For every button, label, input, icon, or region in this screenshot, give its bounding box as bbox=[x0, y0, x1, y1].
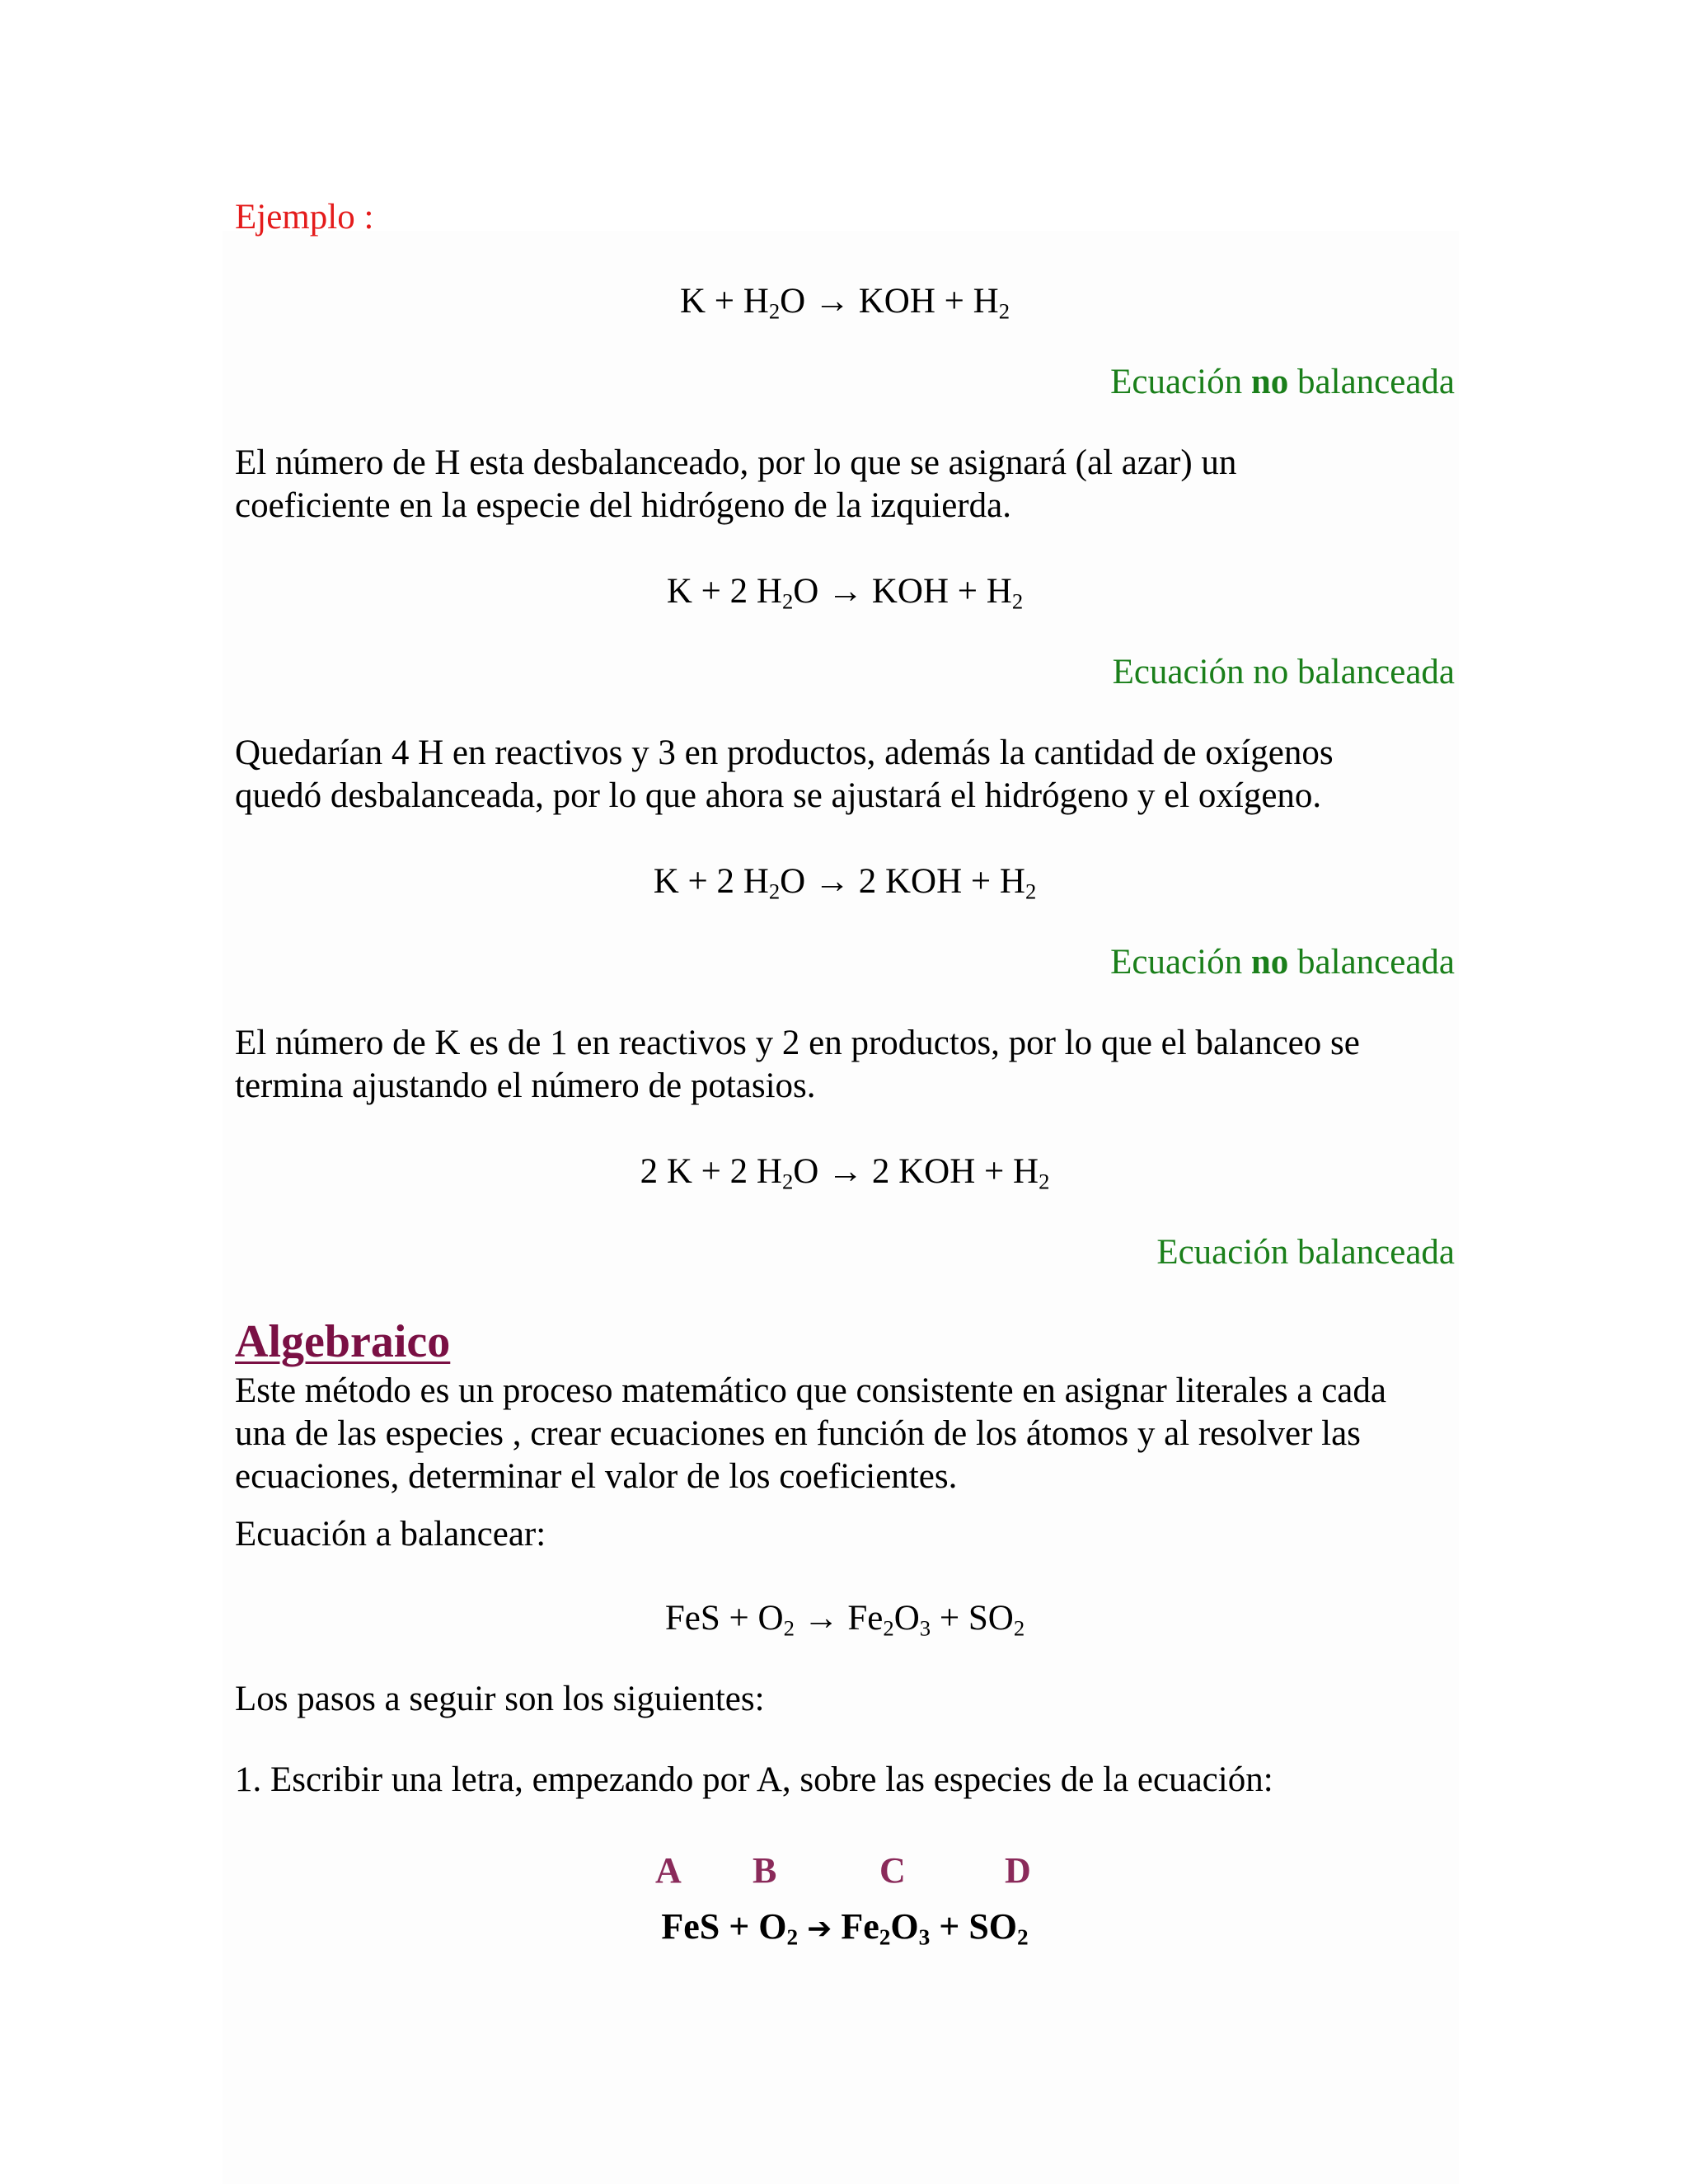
paragraph-4-line-3: ecuaciones, determinar el valor de los coeficientes. bbox=[235, 1457, 958, 1496]
paragraph-3-line-1: El número de K es de 1 en reactivos y 2 en productos, por lo que el balanceo se bbox=[235, 1024, 1360, 1062]
paragraph-2 bbox=[235, 732, 1455, 818]
paragraph-3 bbox=[235, 1022, 1455, 1108]
equation-6-bold: FeS + $O_2$ ➔ $Fe_2O_3 + SO_2$ bbox=[661, 1906, 1029, 1950]
letter-d: D bbox=[1005, 1850, 1031, 1891]
paragraph-3-line-2: termina ajustando el número de potasios. bbox=[235, 1066, 816, 1105]
arrow-icon: ➔ bbox=[807, 1912, 832, 1946]
status-balanced: Ecuación balanceada bbox=[1156, 1233, 1455, 1272]
paragraph-1-line-2: coeficiente en la especie del hidrógeno de la izquierda. bbox=[235, 486, 1011, 525]
paragraph-1 bbox=[235, 442, 1455, 527]
equation-3: K + 2 $H_2O \to 2$ KOH + $H_2$ bbox=[653, 862, 1037, 904]
equation-1: $K + H_2O$ → KOH + $H_2$ bbox=[679, 282, 1010, 324]
example-label: Ejemplo : bbox=[235, 198, 374, 237]
paragraph-4 bbox=[235, 1370, 1455, 1498]
paragraph-1-line-1: El número de H esta desbalanceado, por lo que se asignará (al azar) un bbox=[235, 443, 1237, 482]
paragraph-2-line-1: Quedarían 4 H en reactivos y 3 en productos, además la cantidad de oxígenos bbox=[235, 733, 1334, 772]
equation-to-balance-label: Ecuación a balancear: bbox=[235, 1515, 546, 1554]
letter-a: A bbox=[655, 1850, 682, 1891]
equation-2: K + 2 $H_2O$ → KOH + $H_2$ bbox=[666, 572, 1024, 614]
steps-label: Los pasos a seguir son los siguientes: bbox=[235, 1680, 765, 1718]
equation-4: 2 K + 2 $H_2O \to 2$ KOH + $H_2$ bbox=[640, 1152, 1050, 1194]
equation-5: FeS + $O_2 \to Fe_2O_3 + SO_2$ bbox=[664, 1599, 1025, 1641]
step-1: 1. Escribir una letra, empezando por A, sobre las especies de la ecuación: bbox=[235, 1760, 1273, 1799]
section-title-algebraico: Algebraico bbox=[235, 1316, 451, 1367]
paragraph-4-line-1: Este método es un proceso matemático que consistente en asignar literales a cada bbox=[235, 1371, 1386, 1410]
status-not-balanced-3: Ecuación no balanceada bbox=[1110, 943, 1455, 982]
paragraph-4-line-2: una de las especies , crear ecuaciones en función de los átomos y al resolver las bbox=[235, 1414, 1361, 1453]
letter-c: C bbox=[879, 1850, 906, 1891]
status-not-balanced-2: Ecuación no balanceada bbox=[1112, 653, 1455, 691]
letter-b: B bbox=[753, 1850, 777, 1891]
status-not-balanced-1: Ecuación no balanceada bbox=[1110, 363, 1455, 401]
paragraph-2-line-2: quedó desbalanceada, por lo que ahora se ajustará el hidrógeno y el oxígeno. bbox=[235, 776, 1322, 815]
